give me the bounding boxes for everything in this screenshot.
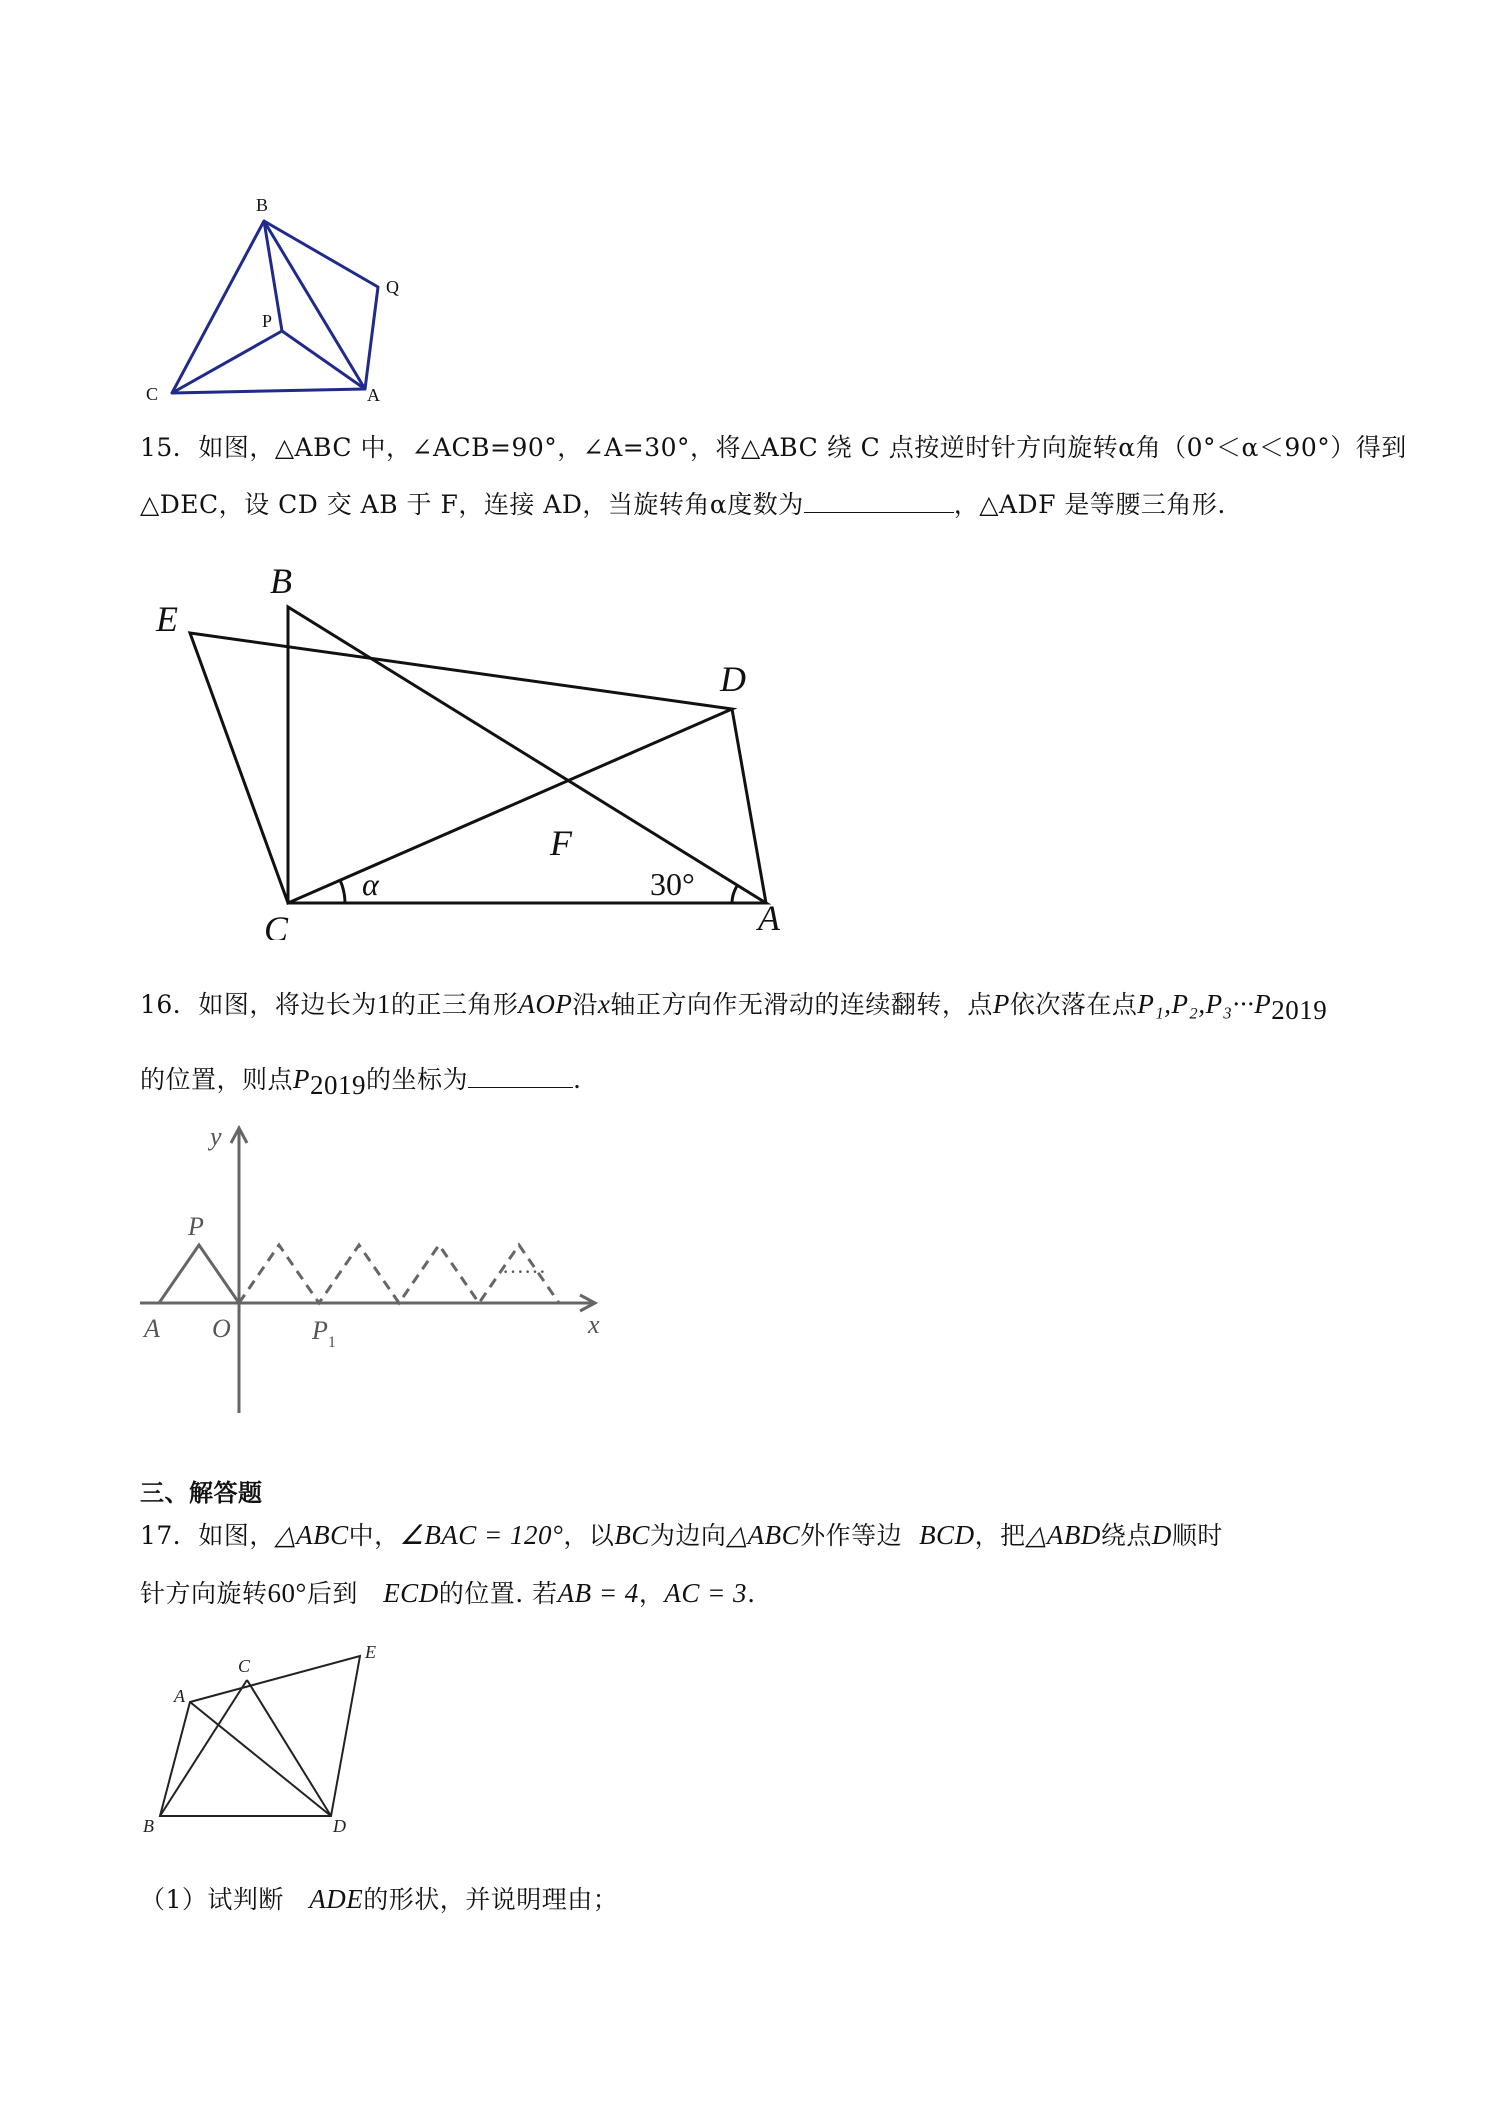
q17-t6: ，把 (974, 1521, 1026, 1550)
label-e-q15: E (156, 599, 178, 639)
q17-deg: 60° (267, 1578, 307, 1608)
q17-part1-ade: ADE (309, 1884, 364, 1914)
q17-l2d: ， (638, 1579, 665, 1608)
q17-ecd: ECD (383, 1578, 439, 1608)
angle-arc-30 (732, 886, 737, 903)
triangle-abc-q15 (288, 607, 766, 903)
q17-part1 (140, 1880, 618, 1916)
q17-angle: ∠BAC = 120° (399, 1520, 564, 1550)
label-b-q14: B (256, 195, 269, 215)
q17-l2a: 针方向旋转 (140, 1579, 268, 1608)
continuation-dots: …… (502, 1253, 546, 1278)
q15-text1: 如图，△ABC 中，∠ACB=90°，∠A=30°，将△ABC 绕 C 点按逆时针方向旋转α角（0°＜α＜90°）得到 (198, 433, 1407, 462)
q15-line2 (140, 485, 1226, 521)
quad-baq (264, 221, 378, 389)
q16-text6: 的位置，则点 (140, 1065, 294, 1094)
figure-q15 (140, 555, 820, 940)
q17-t1: 如图， (198, 1521, 275, 1550)
triangle-dec-q15 (190, 633, 732, 903)
label-c-q14: C (146, 384, 159, 404)
q16-text7: 的坐标为 (366, 1065, 469, 1094)
q17-ac: AC = 3 (664, 1578, 748, 1608)
label-q-q14: Q (386, 277, 399, 297)
q17-tri-abc2: △ABC (726, 1520, 801, 1550)
q15-number: 15． (140, 433, 199, 462)
label-a-q15: A (758, 898, 780, 938)
q16-text5: 依次落在点 (1009, 990, 1138, 1019)
figure-q16 (140, 1115, 610, 1420)
label-p1: $P_1$ (312, 1316, 336, 1351)
angle-alpha-label: α (362, 866, 379, 902)
q17-t2: 中， (348, 1521, 400, 1550)
segment-ad (190, 1702, 331, 1816)
q16-text3: 沿 (572, 990, 598, 1019)
q17-l2e: . (747, 1579, 756, 1608)
segment-cd (247, 1680, 331, 1816)
q17-bcd: BCD (919, 1520, 975, 1550)
q17-number: 17． (140, 1521, 199, 1550)
q17-d: D (1151, 1520, 1172, 1550)
label-o: O (212, 1314, 231, 1343)
q16-text2: 的正三角形 (390, 990, 519, 1019)
q17-l2c: 的位置. 若 (438, 1579, 558, 1608)
q17-l2b: 后到 (306, 1579, 358, 1608)
label-y: y (210, 1122, 222, 1151)
label-b-q17: B (143, 1816, 154, 1836)
figure-q17 (140, 1640, 400, 1840)
quad-ebda (160, 1656, 360, 1816)
q17-line1 (140, 1516, 1223, 1552)
q16-line1 (140, 985, 1327, 1026)
q16-text8: . (573, 1065, 582, 1094)
q17-t7: 绕点 (1100, 1521, 1152, 1550)
q17-t4: 为边向 (649, 1521, 727, 1550)
label-c-q15: C (264, 909, 289, 940)
angle-arc-alpha (340, 880, 345, 903)
q16-text4: 轴正方向作无滑动的连续翻转，点 (610, 990, 993, 1019)
label-a-q14: A (367, 385, 380, 405)
label-d-q17: D (333, 1816, 346, 1836)
q15-text3: ，△ADF 是等腰三角形. (953, 490, 1226, 519)
label-p-q16: P (188, 1212, 204, 1241)
q17-t8: 顺时 (1171, 1521, 1223, 1550)
label-a-q16: A (144, 1314, 160, 1343)
q17-tri-abc: △ABC (274, 1520, 349, 1550)
q15-line1 (140, 428, 1407, 464)
q16-line2 (140, 1060, 581, 1101)
q17-part1-suffix: 的形状，并说明理由； (363, 1885, 619, 1914)
q17-line2 (140, 1574, 756, 1610)
label-x: x (588, 1310, 600, 1339)
q17-t5: 外作等边 (800, 1521, 903, 1550)
label-b-q15: B (270, 561, 292, 601)
q15-text2: △DEC，设 CD 交 AB 于 F，连接 AD，当旋转角α度数为 (140, 490, 804, 519)
label-a-q17: A (174, 1686, 185, 1706)
q17-bc: BC (614, 1520, 650, 1550)
segment-ad (732, 709, 766, 903)
label-f-q15: F (550, 823, 572, 863)
q17-part1-prefix: （1）试判断 (140, 1885, 284, 1914)
q16-seq: P₁,P₂,P₃···P (1137, 989, 1272, 1019)
q16-seq-sub: 2019 (1271, 995, 1328, 1025)
q16-number: 16． (140, 990, 199, 1019)
q17-t3: ，以 (563, 1521, 615, 1550)
label-e-q17: E (365, 1642, 376, 1662)
angle-30-label: 30° (650, 866, 695, 902)
q16-side: 1 (376, 989, 391, 1019)
figure-q14 (140, 185, 420, 410)
q17-abd: △ABD (1025, 1520, 1101, 1550)
q16-text1: 如图，将边长为 (198, 990, 377, 1019)
label-d-q15: D (720, 659, 746, 699)
answer-blank-q15[interactable] (804, 490, 954, 513)
triangle-aop (159, 1245, 239, 1303)
q17-ab: AB = 4 (557, 1578, 639, 1608)
q16-p2019-sub: 2019 (310, 1070, 367, 1100)
section-3-heading: 三、解答题 (140, 1479, 263, 1507)
q16-tri: AOP (518, 989, 573, 1019)
label-p-q14: P (262, 311, 273, 331)
q16-axis: x (597, 989, 611, 1019)
label-c-q17: C (238, 1656, 251, 1676)
q16-p: P (992, 989, 1010, 1019)
answer-blank-q16[interactable] (468, 1065, 573, 1088)
q16-p2019: P (293, 1064, 311, 1094)
